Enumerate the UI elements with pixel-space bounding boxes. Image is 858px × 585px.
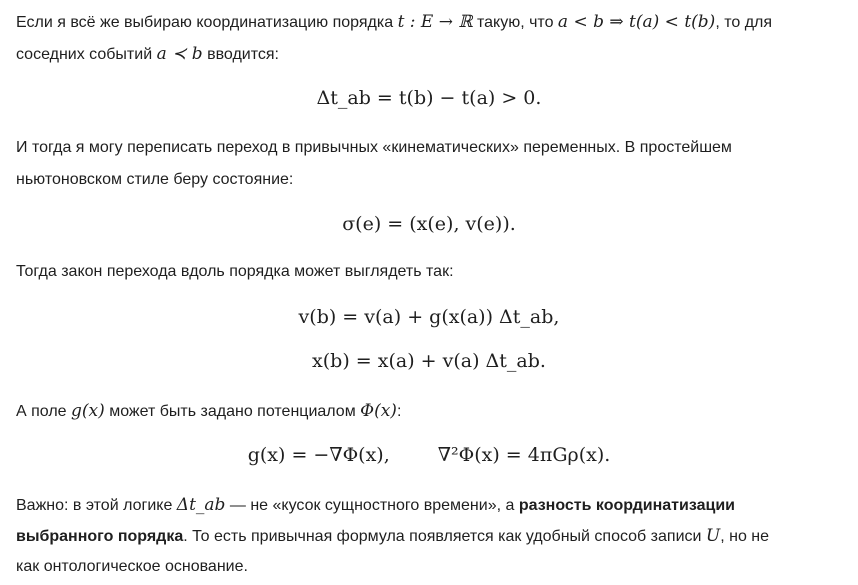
text: такую, что (472, 14, 558, 31)
paragraph-1-line-2 (16, 38, 852, 71)
equation-left: g(x) = −∇Φ(x), (247, 444, 390, 466)
paragraph-5-line-1 (16, 489, 852, 522)
equation-text: v(b) = v(a) + g(x(a)) Δt_ab, (298, 306, 560, 328)
text: Важно: в этой логике (16, 497, 177, 514)
equation-right: ∇²Φ(x) = 4πGρ(x). (437, 444, 611, 466)
math-inline: U (705, 526, 721, 546)
text: соседних событий (16, 46, 157, 63)
equation-text: x(b) = x(a) + v(a) Δt_ab. (312, 350, 546, 372)
math-inline: Δt_ab (176, 495, 226, 515)
math-inline: a < b ⇒ t(a) < t(b) (557, 12, 716, 32)
equation-potential (0, 441, 858, 469)
text: Если я всё же выбираю координатизацию порядка (16, 14, 398, 31)
math-inline: a ≺ b (156, 44, 203, 64)
text: . То есть привычная формула появляется как удобный способ записи (183, 528, 706, 545)
equation-state (0, 210, 858, 238)
equation-position-update (0, 347, 858, 375)
text: может быть задано потенциалом (104, 403, 361, 420)
paragraph-4 (16, 395, 852, 428)
equation-text: Δt_ab = t(b) − t(a) > 0. (316, 87, 542, 109)
equation-velocity-update (0, 303, 858, 331)
bold-text: разность координатизации (518, 497, 735, 514)
text: , но не (720, 528, 770, 545)
paragraph-1-line-1 (16, 6, 852, 39)
text: — не «кусок сущностного времени», а (225, 497, 519, 514)
paragraph-2-line-2: ньютоновском стиле беру состояние: (16, 171, 294, 188)
bold-text: выбранного порядка (16, 528, 184, 545)
math-inline: Φ(x) (360, 401, 397, 421)
text: , то для (715, 14, 773, 31)
text: вводится: (202, 46, 279, 63)
math-inline: t : E → ℝ (397, 12, 473, 32)
paragraph-2-line-1: И тогда я могу переписать переход в привычных «кинематических» переменных. В простейшем (16, 139, 732, 156)
text: : (396, 403, 402, 420)
equation-text: σ(e) = (x(e), v(e)). (342, 213, 516, 235)
paragraph-3: Тогда закон перехода вдоль порядка может выглядеть так: (16, 263, 454, 280)
equation-delta-t (0, 84, 858, 112)
text: А поле (16, 403, 72, 420)
paragraph-5-line-2 (16, 520, 852, 553)
paragraph-5-line-3: как онтологическое основание. (16, 558, 248, 575)
math-inline: g(x) (71, 401, 105, 421)
